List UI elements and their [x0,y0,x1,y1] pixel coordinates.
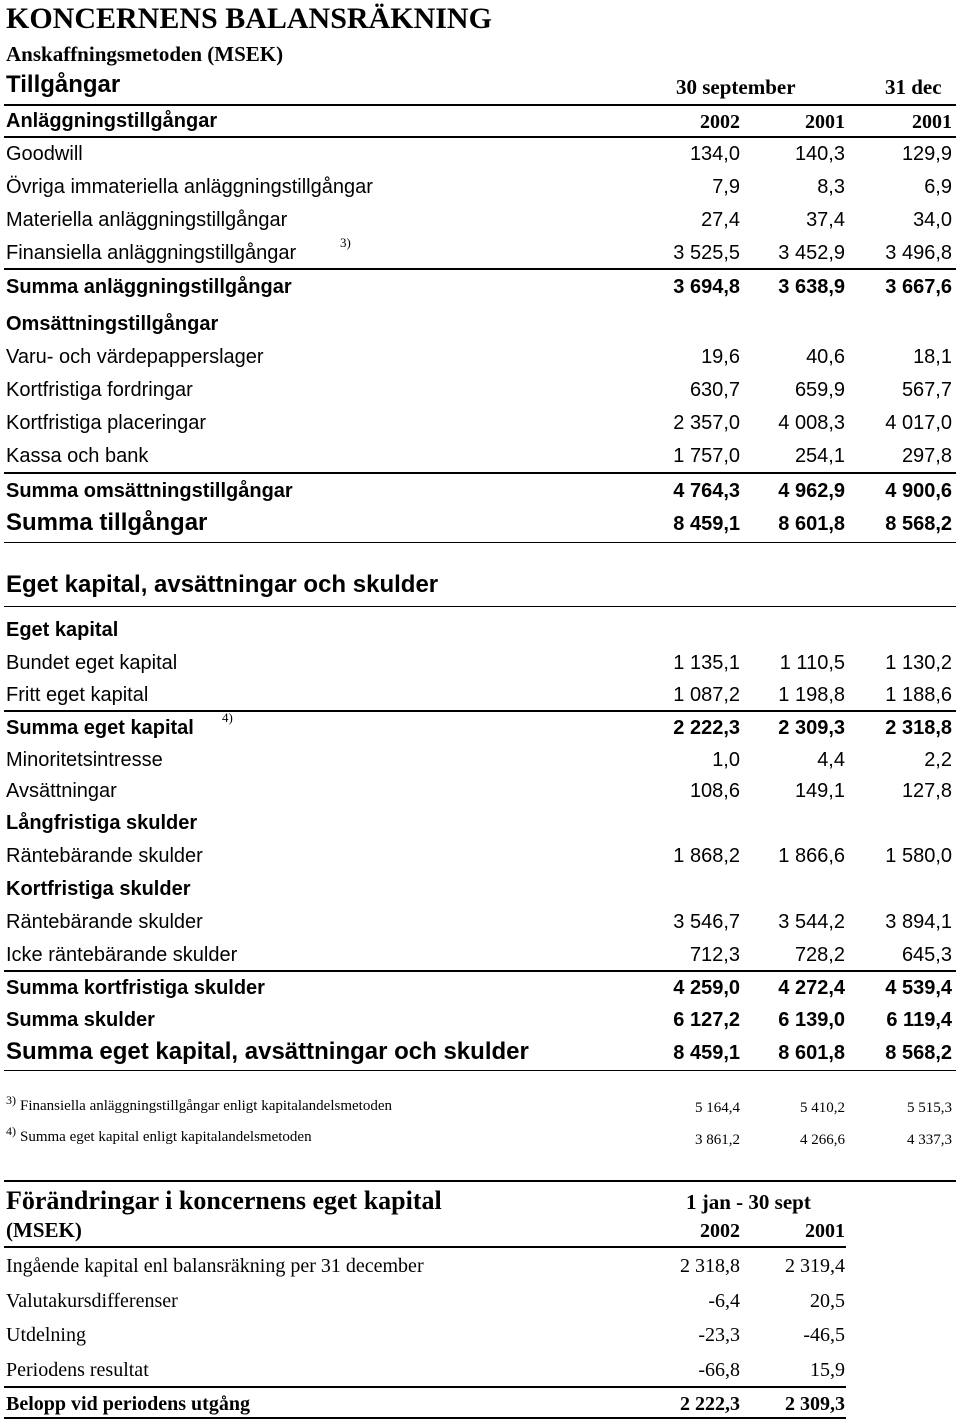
row-value: 4 272,4 [778,977,845,999]
row-value: 1,0 [712,749,740,771]
row-value: 3 546,7 [673,911,740,933]
row-value: 1 580,0 [885,845,952,867]
row-value: 2 222,3 [673,717,740,739]
row-value: 2 318,8 [680,1255,740,1277]
subtotal-rule [4,268,956,270]
row-value: 8 568,2 [885,1042,952,1064]
row-label: Utdelning [6,1324,86,1346]
row-value: 18,1 [913,346,952,368]
row-value: 2 309,3 [785,1393,845,1415]
row-label: Summa kortfristiga skulder [6,977,265,999]
row-label: Summa eget kapital [6,717,194,739]
row-value: 728,2 [794,944,845,966]
row-value: 2 222,3 [680,1393,740,1415]
total-rule [4,1070,956,1071]
changes-header-rule [4,1246,846,1248]
subtotal-rule [4,472,956,474]
row-label: Ingående kapital enl balansräkning per 31 december [6,1255,424,1277]
row-value: 6 127,2 [673,1009,740,1031]
row-value: 140,3 [794,143,845,165]
row-label: Fritt eget kapital [6,684,149,706]
row-label: Summa anläggningstillgångar [6,276,292,298]
row-value: 3 525,5 [673,242,740,264]
row-value: -23,3 [698,1324,740,1346]
changes-year-col-2: 2001 [805,1220,845,1242]
row-label: Summa omsättningstillgångar [6,480,293,502]
row-label: Summa skulder [6,1009,155,1031]
row-value: 1 188,6 [885,684,952,706]
row-value: 8 568,2 [885,513,952,535]
header-rule [4,104,956,106]
row-label: Kassa och bank [6,445,149,467]
row-value: 4,4 [817,749,845,771]
row-value: 8 459,1 [673,513,740,535]
footnote-marker: 3) [340,235,351,250]
row-value: 8 601,8 [778,1042,845,1064]
footnote-value: 5 410,2 [800,1100,845,1116]
changes-title: Förändringar i koncernens eget kapital [6,1186,442,1215]
equity-liabilities-heading: Eget kapital, avsättningar och skulder [6,571,439,598]
row-value: 127,8 [901,780,952,802]
row-value: 2 319,4 [785,1255,845,1277]
page-title: KONCERNENS BALANSRÄKNING [6,2,492,35]
footnote-text: Summa eget kapital enligt kapitalandelsmetoden [20,1129,312,1145]
row-value: 108,6 [689,780,740,802]
changes-year-col-1: 2002 [700,1220,740,1242]
year-col-3: 2001 [912,111,952,133]
year-col-2: 2001 [805,111,845,133]
row-value: 659,9 [794,379,845,401]
current-assets-heading: Omsättningstillgångar [6,313,219,335]
footnote-value: 3 861,2 [695,1132,740,1148]
row-value: 20,5 [810,1290,845,1312]
row-value: 3 452,9 [778,242,845,264]
row-label: Belopp vid periodens utgång [6,1393,250,1415]
row-value: 1 135,1 [673,652,740,674]
row-label: Kortfristiga fordringar [6,379,193,401]
row-value: 40,6 [806,346,845,368]
row-value: -6,4 [708,1290,740,1312]
footnote-mark: 3) [6,1093,16,1107]
row-value: 3 667,6 [885,276,952,298]
subtotal-rule [4,710,956,712]
row-label: Summa eget kapital, avsättningar och skulder [6,1038,529,1065]
footnote-value: 5 515,3 [907,1100,952,1116]
row-value: 2,2 [924,749,952,771]
row-value: 3 894,1 [885,911,952,933]
total-rule [4,542,956,543]
row-value: 4 259,0 [673,977,740,999]
row-value: 134,0 [689,143,740,165]
row-value: 129,9 [901,143,952,165]
row-value: 8 459,1 [673,1042,740,1064]
row-label: Materiella anläggningstillgångar [6,209,288,231]
year-rule [4,136,956,138]
section-rule [4,606,956,607]
row-value: 3 544,2 [778,911,845,933]
row-value: 3 694,8 [673,276,740,298]
row-value: 15,9 [810,1359,845,1381]
footnote-value: 4 337,3 [907,1132,952,1148]
row-value: 19,6 [701,346,740,368]
row-label: Icke räntebärande skulder [6,944,238,966]
year-col-1: 2002 [700,111,740,133]
row-label: Varu- och värdepapperslager [6,346,264,368]
row-value: 4 539,4 [885,977,952,999]
row-value: 6,9 [924,176,952,198]
row-value: 2 309,3 [778,717,845,739]
row-value: 297,8 [901,445,952,467]
row-value: 149,1 [794,780,845,802]
fixed-assets-heading: Anläggningstillgångar [6,110,218,132]
row-value: 1 757,0 [673,445,740,467]
short-term-liabilities-heading: Kortfristiga skulder [6,878,191,900]
row-value: 712,3 [689,944,740,966]
row-value: 645,3 [901,944,952,966]
row-label: Goodwill [6,143,83,165]
assets-heading: Tillgångar [6,71,121,98]
row-value: 2 357,0 [673,412,740,434]
row-label: Bundet eget kapital [6,652,178,674]
row-value: 6 119,4 [886,1009,952,1031]
row-value: 34,0 [913,209,952,231]
row-value: 3 638,9 [778,276,845,298]
footnote-text: Finansiella anläggningstillgångar enligt kapitalandelsmetoden [20,1098,392,1114]
row-value: 4 900,6 [885,480,952,502]
row-value: 1 198,8 [778,684,845,706]
changes-period: 1 jan - 30 sept [686,1190,811,1214]
row-value: 4 008,3 [778,412,845,434]
footnote-mark: 4) [6,1124,16,1138]
row-value: 6 139,0 [778,1009,845,1031]
row-label: Periodens resultat [6,1359,149,1381]
changes-top-rule [4,1180,956,1182]
row-value: 1 087,2 [673,684,740,706]
row-value: -46,5 [803,1324,845,1346]
row-value: 37,4 [806,209,845,231]
row-label: Övriga immateriella anläggningstillgångar [6,176,373,198]
row-value: 7,9 [712,176,740,198]
row-label: Räntebärande skulder [6,911,203,933]
row-value: 630,7 [689,379,740,401]
row-value: 254,1 [794,445,845,467]
row-value: 567,7 [901,379,952,401]
long-term-liabilities-heading: Långfristiga skulder [6,812,198,834]
equity-heading: Eget kapital [6,619,119,641]
row-value: -66,8 [698,1359,740,1381]
row-value: 1 866,6 [778,845,845,867]
row-value: 4 017,0 [885,412,952,434]
row-label: Räntebärande skulder [6,845,203,867]
changes-unit: (MSEK) [6,1218,82,1242]
row-value: 8 601,8 [778,513,845,535]
footnote-value: 4 266,6 [800,1132,845,1148]
changes-bottom-rule [4,1417,846,1419]
row-label: Summa tillgångar [6,509,208,536]
row-value: 3 496,8 [885,242,952,264]
row-value: 1 130,2 [885,652,952,674]
col-group-31-dec: 31 dec [885,75,942,99]
col-group-30-september: 30 september [676,75,796,99]
subtotal-rule [4,970,956,972]
footnote-value: 5 164,4 [695,1100,740,1116]
row-value: 4 962,9 [778,480,845,502]
row-label: Avsättningar [6,780,117,802]
row-label: Valutakursdifferenser [6,1290,178,1312]
row-value: 4 764,3 [673,480,740,502]
row-value: 1 868,2 [673,845,740,867]
row-label: Minoritetsintresse [6,749,163,771]
row-label: Finansiella anläggningstillgångar [6,242,297,264]
row-value: 2 318,8 [885,717,952,739]
footnote-marker: 4) [222,710,233,725]
row-label: Kortfristiga placeringar [6,412,207,434]
row-value: 27,4 [701,209,740,231]
page-subtitle: Anskaffningsmetoden (MSEK) [6,42,284,66]
row-value: 1 110,5 [779,652,845,674]
changes-total-rule [4,1386,846,1388]
row-value: 8,3 [817,176,845,198]
